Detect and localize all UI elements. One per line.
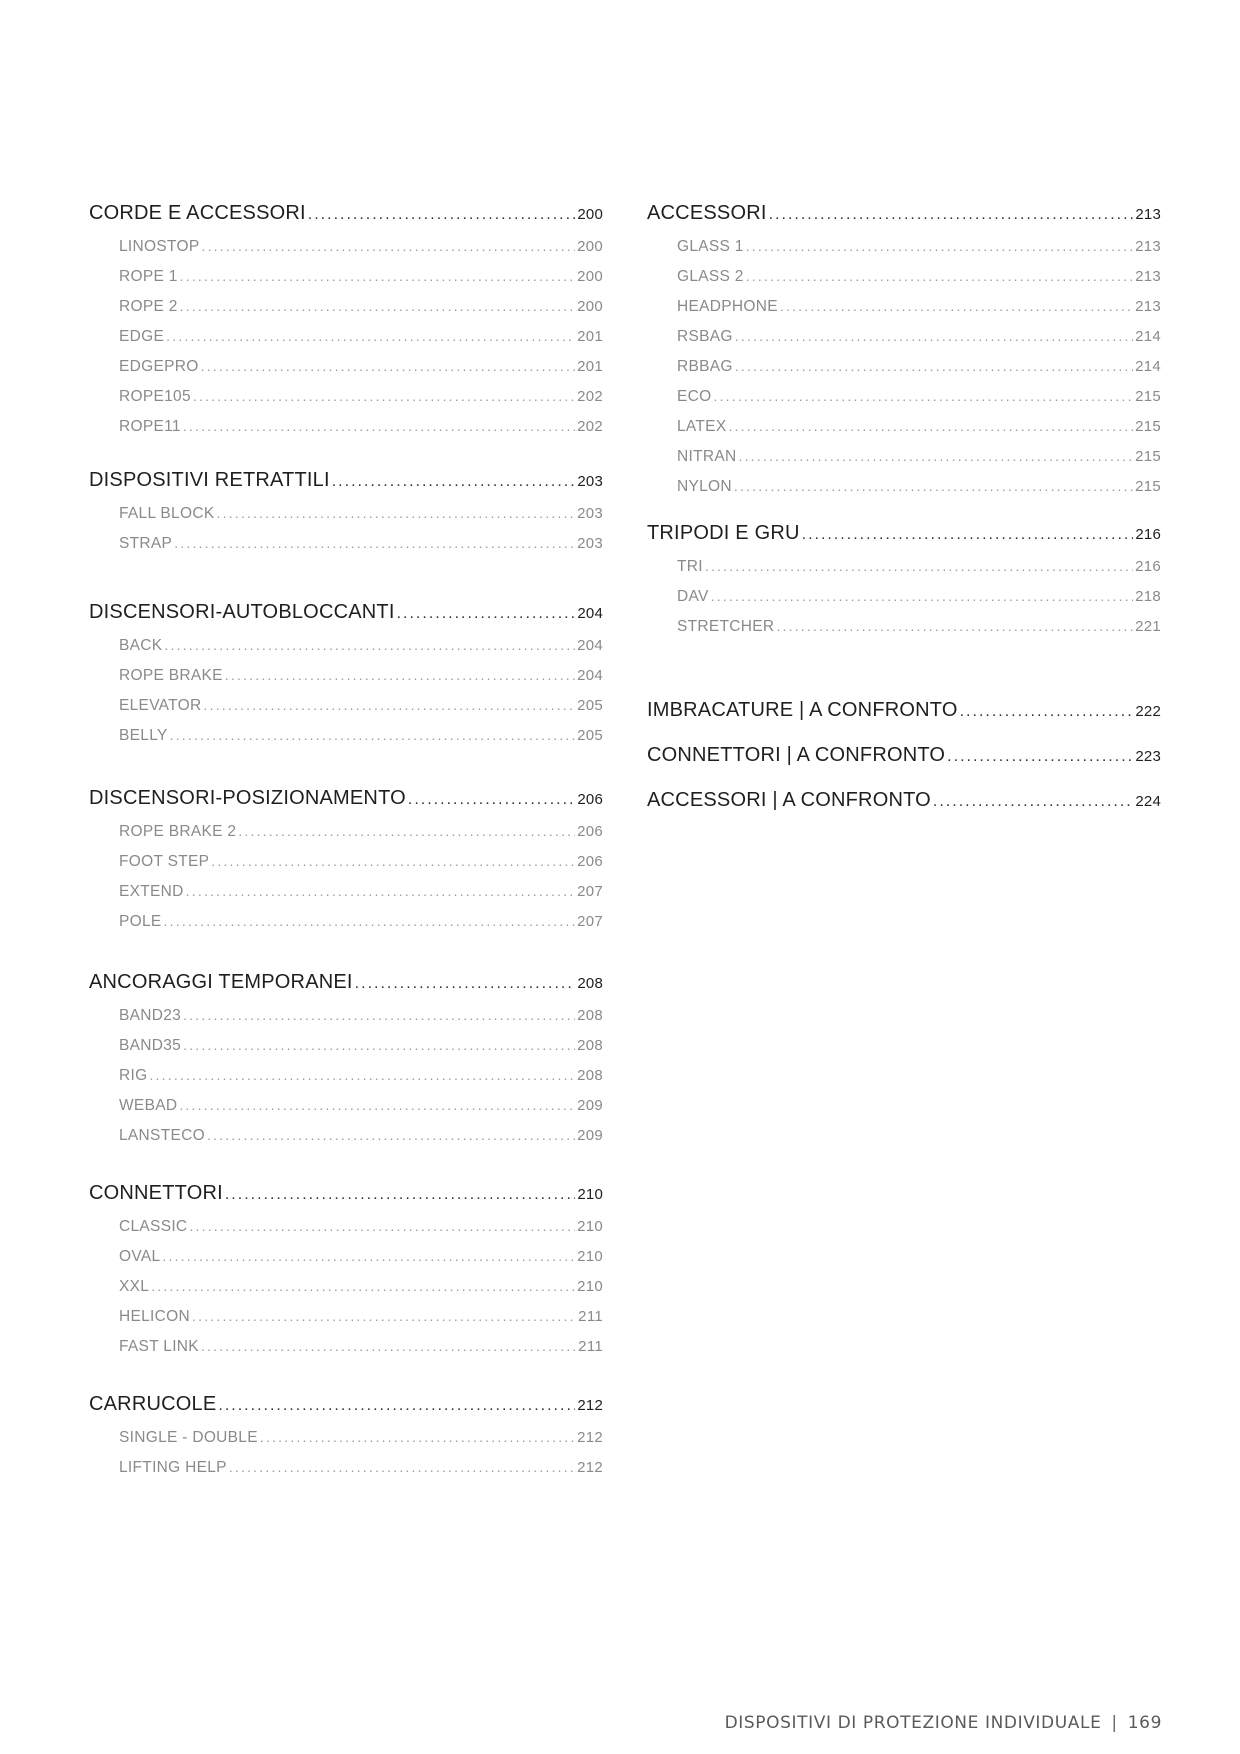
toc-entry[interactable] [89, 238, 603, 268]
entry-title: POLE [119, 913, 162, 930]
dot-leader [355, 975, 576, 993]
section-title: CARRUCOLE [89, 1393, 217, 1415]
entry-page-number: 200 [577, 268, 603, 285]
entry-title: WEBAD [119, 1097, 178, 1114]
entry-page-number: 213 [1135, 268, 1161, 285]
dot-leader [183, 1037, 575, 1053]
toc-entry[interactable] [647, 328, 1161, 358]
dot-leader [229, 1459, 575, 1475]
entry-page-number: 203 [577, 535, 603, 552]
entry-title: BELLY [119, 727, 168, 744]
dot-leader [780, 298, 1133, 314]
entry-page-number: 210 [577, 1278, 603, 1295]
section-page-number: 206 [577, 791, 603, 808]
entry-title: STRAP [119, 535, 173, 552]
toc-entry[interactable] [89, 1308, 603, 1338]
section-page-number: 224 [1135, 793, 1161, 810]
toc-entry[interactable] [647, 588, 1161, 618]
entry-title: LANSTECO [119, 1127, 205, 1144]
entry-page-number: 212 [577, 1459, 603, 1476]
toc-entry[interactable] [647, 558, 1161, 588]
toc-entry[interactable] [647, 478, 1161, 508]
dot-leader [332, 473, 576, 491]
entry-page-number: 208 [577, 1007, 603, 1024]
dot-leader [218, 1397, 575, 1415]
section-page-number: 212 [577, 1397, 603, 1414]
section-title: ACCESSORI | A CONFRONTO [647, 789, 931, 811]
entry-title: BAND23 [119, 1007, 182, 1024]
entry-page-number: 203 [577, 505, 603, 522]
toc-entry[interactable] [89, 1067, 603, 1097]
entry-title: FAST LINK [119, 1338, 199, 1355]
section-page-number: 204 [577, 605, 603, 622]
toc-entry[interactable] [89, 1248, 603, 1278]
toc-entry[interactable] [647, 238, 1161, 268]
entry-page-number: 213 [1135, 298, 1161, 315]
dot-leader [202, 238, 576, 254]
footer-title: DISPOSITIVI DI PROTEZIONE INDIVIDUALE [724, 1713, 1102, 1733]
entry-title: HELICON [119, 1308, 191, 1325]
section-title: CORDE E ACCESSORI [89, 202, 306, 224]
toc-section-heading[interactable] [89, 601, 603, 637]
toc-entry[interactable] [89, 1459, 603, 1489]
dot-leader [802, 526, 1134, 544]
toc-section-heading[interactable] [89, 971, 603, 1007]
section-title: CONNETTORI [89, 1182, 223, 1204]
dot-leader [746, 268, 1133, 284]
entry-page-number: 214 [1135, 358, 1161, 375]
entry-page-number: 215 [1135, 388, 1161, 405]
toc-entry[interactable] [89, 637, 603, 667]
toc-section [647, 699, 1161, 735]
entry-page-number: 202 [577, 388, 603, 405]
entry-title: EDGE [119, 328, 165, 345]
toc-entry[interactable] [89, 1097, 603, 1127]
toc-entry[interactable] [89, 535, 603, 565]
toc-section-heading[interactable] [647, 699, 1161, 735]
entry-title: GLASS 2 [677, 268, 744, 285]
toc-section-heading[interactable] [89, 469, 603, 505]
toc-section [647, 202, 1161, 508]
dot-leader [166, 328, 575, 344]
toc-entry[interactable] [89, 1037, 603, 1067]
toc-entry[interactable] [89, 853, 603, 883]
dot-leader [201, 1338, 576, 1354]
dot-leader [260, 1429, 575, 1445]
dot-leader [225, 1186, 576, 1204]
entry-title: TRI [677, 558, 703, 575]
dot-leader [739, 448, 1134, 464]
dot-leader [211, 853, 575, 869]
dot-leader [183, 418, 575, 434]
toc-section [647, 789, 1161, 825]
section-title: IMBRACATURE | A CONFRONTO [647, 699, 958, 721]
toc-entry[interactable] [89, 727, 603, 757]
entry-page-number: 205 [577, 697, 603, 714]
toc-entry[interactable] [89, 823, 603, 853]
entry-page-number: 221 [1135, 618, 1161, 635]
entry-title: FALL BLOCK [119, 505, 215, 522]
entry-page-number: 204 [577, 667, 603, 684]
entry-page-number: 208 [577, 1067, 603, 1084]
toc-entry[interactable] [89, 667, 603, 697]
entry-title: XXL [119, 1278, 150, 1295]
dot-leader [769, 206, 1134, 224]
dot-leader [735, 358, 1133, 374]
entry-title: ROPE BRAKE 2 [119, 823, 237, 840]
dot-leader [186, 883, 575, 899]
dot-leader [735, 328, 1133, 344]
toc-section [89, 1182, 603, 1368]
toc-section-heading[interactable] [647, 202, 1161, 238]
entry-title: BAND35 [119, 1037, 182, 1054]
dot-leader [933, 793, 1133, 811]
dot-leader [174, 535, 575, 551]
toc-entry[interactable] [89, 298, 603, 328]
entry-page-number: 207 [577, 883, 603, 900]
section-page-number: 216 [1135, 526, 1161, 543]
entry-page-number: 215 [1135, 418, 1161, 435]
dot-leader [947, 748, 1133, 766]
section-title: TRIPODI E GRU [647, 522, 800, 544]
section-page-number: 213 [1135, 206, 1161, 223]
entry-page-number: 215 [1135, 448, 1161, 465]
dot-leader [308, 206, 576, 224]
dot-leader [728, 418, 1133, 434]
entry-title: ROPE105 [119, 388, 191, 405]
entry-title: EDGEPRO [119, 358, 199, 375]
toc-entry[interactable] [89, 913, 603, 943]
entry-title: ROPE 1 [119, 268, 178, 285]
entry-page-number: 209 [577, 1127, 603, 1144]
dot-leader [225, 667, 575, 683]
dot-leader [705, 558, 1133, 574]
toc-section-heading[interactable] [89, 202, 603, 238]
dot-leader [164, 913, 576, 929]
dot-leader [170, 727, 575, 743]
entry-page-number: 210 [577, 1248, 603, 1265]
entry-page-number: 213 [1135, 238, 1161, 255]
dot-leader [183, 1007, 575, 1023]
toc-entry[interactable] [89, 1007, 603, 1037]
entry-page-number: 211 [578, 1308, 603, 1325]
section-page-number: 200 [577, 206, 603, 223]
toc-section [89, 469, 603, 565]
toc-section-heading[interactable] [89, 1393, 603, 1429]
dot-leader [216, 505, 575, 521]
dot-leader [776, 618, 1133, 634]
entry-page-number: 202 [577, 418, 603, 435]
entry-title: RSBAG [677, 328, 733, 345]
dot-leader [397, 605, 576, 623]
toc-section-heading[interactable] [647, 522, 1161, 558]
entry-page-number: 215 [1135, 478, 1161, 495]
entry-title: RBBAG [677, 358, 733, 375]
entry-page-number: 200 [577, 298, 603, 315]
entry-title: ROPE 2 [119, 298, 178, 315]
entry-title: SINGLE - DOUBLE [119, 1429, 258, 1446]
dot-leader [408, 791, 575, 809]
entry-page-number: 210 [577, 1218, 603, 1235]
section-page-number: 210 [577, 1186, 603, 1203]
page-footer [725, 1713, 1162, 1733]
entry-title: ROPE BRAKE [119, 667, 223, 684]
entry-page-number: 206 [577, 823, 603, 840]
entry-page-number: 204 [577, 637, 603, 654]
entry-title: OVAL [119, 1248, 161, 1265]
toc-section [89, 601, 603, 757]
toc-section [647, 744, 1161, 780]
section-page-number: 203 [577, 473, 603, 490]
footer-separator: | [1111, 1713, 1118, 1733]
dot-leader [164, 637, 575, 653]
toc-section [89, 971, 603, 1157]
entry-title: LATEX [677, 418, 727, 435]
section-page-number: 223 [1135, 748, 1161, 765]
entry-title: NYLON [677, 478, 732, 495]
entry-page-number: 207 [577, 913, 603, 930]
dot-leader [180, 298, 575, 314]
entry-title: GLASS 1 [677, 238, 744, 255]
entry-title: NITRAN [677, 448, 737, 465]
dot-leader [162, 1248, 575, 1264]
entry-title: ECO [677, 388, 712, 405]
dot-leader [179, 1097, 575, 1113]
entry-title: DAV [677, 588, 709, 605]
dot-leader [201, 358, 575, 374]
toc-entry[interactable] [647, 358, 1161, 388]
entry-title: FOOT STEP [119, 853, 210, 870]
toc-section-heading[interactable] [89, 787, 603, 823]
dot-leader [734, 478, 1133, 494]
toc-section [89, 1393, 603, 1489]
entry-page-number: 201 [577, 358, 603, 375]
entry-title: BACK [119, 637, 163, 654]
dot-leader [151, 1278, 575, 1294]
toc-entry[interactable] [89, 358, 603, 388]
toc-entry[interactable] [647, 268, 1161, 298]
toc-entry[interactable] [647, 298, 1161, 328]
entry-title: LIFTING HELP [119, 1459, 227, 1476]
section-page-number: 208 [577, 975, 603, 992]
entry-page-number: 205 [577, 727, 603, 744]
entry-page-number: 216 [1135, 558, 1161, 575]
entry-page-number: 208 [577, 1037, 603, 1054]
dot-leader [193, 388, 575, 404]
dot-leader [189, 1218, 575, 1234]
toc-entry[interactable] [647, 388, 1161, 418]
section-title: ACCESSORI [647, 202, 767, 224]
toc-section-heading[interactable] [89, 1182, 603, 1218]
entry-page-number: 218 [1135, 588, 1161, 605]
toc-entry[interactable] [89, 1338, 603, 1368]
toc-entry[interactable] [647, 418, 1161, 448]
page-number: 169 [1127, 1713, 1162, 1733]
toc-entry[interactable] [89, 1429, 603, 1459]
entry-title: ELEVATOR [119, 697, 202, 714]
toc-entry[interactable] [89, 328, 603, 358]
entry-title: LINOSTOP [119, 238, 200, 255]
entry-title: STRETCHER [677, 618, 775, 635]
dot-leader [714, 388, 1134, 404]
dot-leader [207, 1127, 575, 1143]
toc-entry[interactable] [89, 1218, 603, 1248]
dot-leader [180, 268, 575, 284]
toc-entry[interactable] [89, 697, 603, 727]
section-title: DISCENSORI-POSIZIONAMENTO [89, 787, 406, 809]
toc-section-heading[interactable] [647, 744, 1161, 780]
dot-leader [960, 703, 1134, 721]
toc-section-heading[interactable] [647, 789, 1161, 825]
entry-title: EXTEND [119, 883, 184, 900]
toc-entry[interactable] [89, 418, 603, 448]
toc-entry[interactable] [647, 448, 1161, 478]
entry-page-number: 214 [1135, 328, 1161, 345]
toc-entry[interactable] [647, 618, 1161, 648]
toc-section [647, 522, 1161, 648]
entry-title: HEADPHONE [677, 298, 778, 315]
toc-entry[interactable] [89, 1278, 603, 1308]
dot-leader [204, 697, 576, 713]
toc-entry[interactable] [89, 268, 603, 298]
section-page-number: 222 [1135, 703, 1161, 720]
toc-section [89, 202, 603, 448]
entry-page-number: 201 [577, 328, 603, 345]
toc-section [89, 787, 603, 943]
entry-title: CLASSIC [119, 1218, 188, 1235]
dot-leader [711, 588, 1133, 604]
entry-page-number: 206 [577, 853, 603, 870]
entry-page-number: 200 [577, 238, 603, 255]
dot-leader [149, 1067, 575, 1083]
toc-entry[interactable] [89, 388, 603, 418]
toc-entry[interactable] [89, 505, 603, 535]
entry-page-number: 212 [577, 1429, 603, 1446]
dot-leader [746, 238, 1133, 254]
entry-title: RIG [119, 1067, 148, 1084]
dot-leader [192, 1308, 576, 1324]
section-title: DISCENSORI-AUTOBLOCCANTI [89, 601, 395, 623]
entry-title: ROPE11 [119, 418, 181, 435]
entry-page-number: 209 [577, 1097, 603, 1114]
dot-leader [238, 823, 575, 839]
toc-entry[interactable] [89, 883, 603, 913]
section-title: ANCORAGGI TEMPORANEI [89, 971, 353, 993]
section-title: CONNETTORI | A CONFRONTO [647, 744, 946, 766]
entry-page-number: 211 [578, 1338, 603, 1355]
toc-entry[interactable] [89, 1127, 603, 1157]
section-title: DISPOSITIVI RETRATTILI [89, 469, 330, 491]
